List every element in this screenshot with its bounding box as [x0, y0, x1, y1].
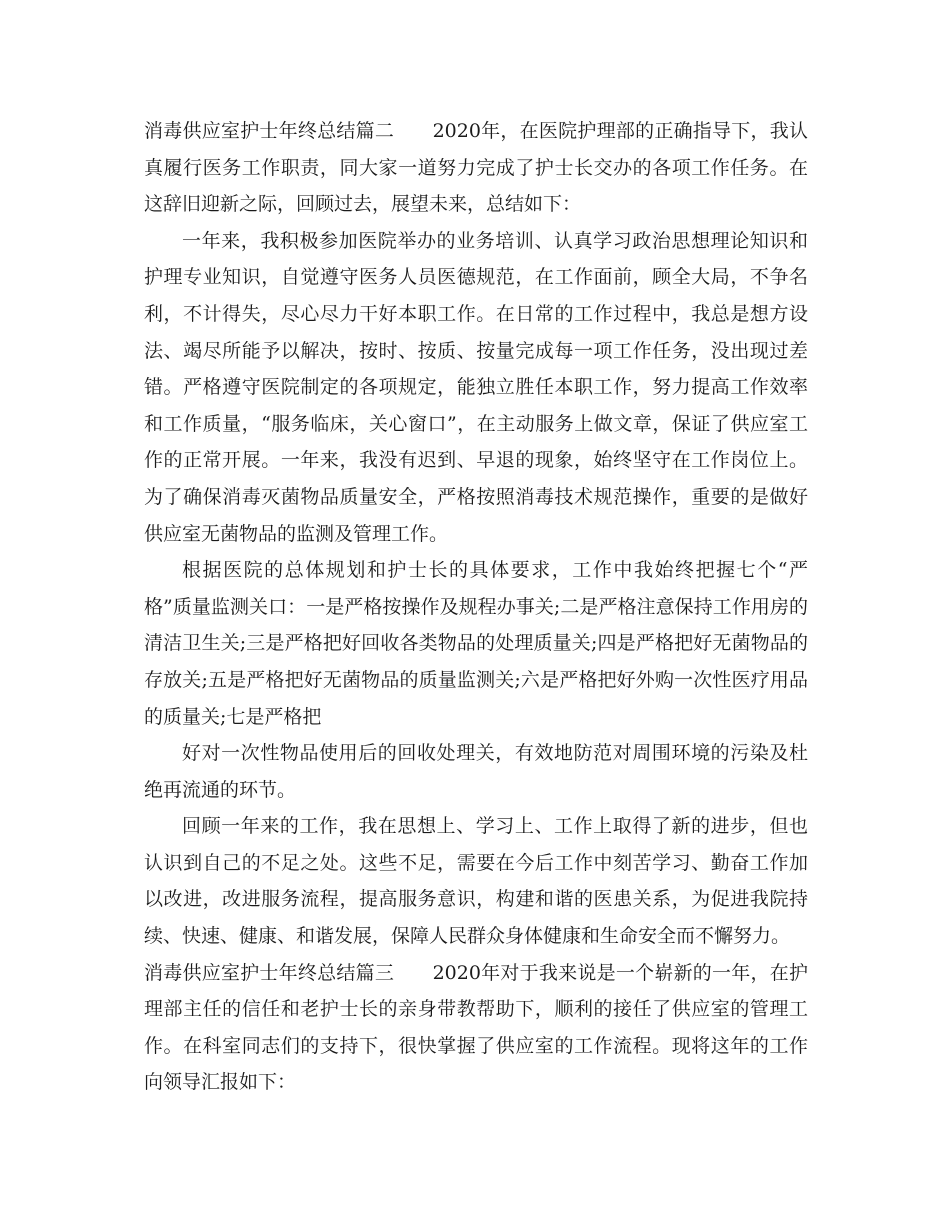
- paragraph-quality-checkpoints: 根据医院的总体规划和护士长的具体要求，工作中我始终把握七个“严格”质量监测关口：一是严格按操作及规程办事关;二是严格注意保持工作用房的清洁卫生关;三是严格把好回收各类物品的处理质量关;四是严格把好无菌物品的存放关;五是严格把好无菌物品的质量监测关;六是严格把好外购一次性医疗用品的质量关;七是严格把: [144, 559, 808, 728]
- paragraph-reflection: 回顾一年来的工作，我在思想上、学习上、工作上取得了新的进步，但也认识到自己的不足之处。这些不足，需要在今后工作中刻苦学习、勤奋工作加以改进，改进服务流程，提高服务意识，构建和谐的医患关系，为促进我院持续、快速、健康、和谐发展，保障人民群众身体健康和生命安全而不懈努力。: [144, 815, 808, 948]
- paragraph-section-two-heading: 消毒供应室护士年终总结篇二 2020年，在医院护理部的正确指导下，我认真履行医务工作职责，同大家一道努力完成了护士长交办的各项工作任务。在这辞旧迎新之际，回顾过去，展望未来，总结如下：: [144, 120, 808, 216]
- paragraph-year-review: 一年来，我积极参加医院举办的业务培训、认真学习政治思想理论知识和护理专业知识，自觉遵守医务人员医德规范，在工作面前，顾全大局，不争名利，不计得失，尽心尽力干好本职工作。在日常的工作过程中，我总是想方设法、竭尽所能予以解决，按时、按质、按量完成每一项工作任务，没出现过差错。严格遵守医院制定的各项规定，能独立胜任本职工作，努力提高工作效率和工作质量，“服务临床，关心窗口”，在主动服务上做文章，保证了供应室工作的正常开展。一年来，我没有迟到、早退的现象，始终坚守在工作岗位上。为了确保消毒灭菌物品质量安全，严格按照消毒技术规范操作，重要的是做好供应室无菌物品的监测及管理工作。: [144, 229, 808, 545]
- document-page: [144, 113, 808, 1101]
- paragraph-disposable-items: 好对一次性物品使用后的回收处理关，有效地防范对周围环境的污染及杜绝再流通的环节。: [144, 742, 808, 801]
- paragraph-section-three-heading: 消毒供应室护士年终总结篇三 2020年对于我来说是一个崭新的一年，在护理部主任的信任和老护士长的亲身带教帮助下，顺利的接任了供应室的管理工作。在科室同志们的支持下，很快掌握了供应室的工作流程。现将这年的工作向领导汇报如下：: [144, 961, 808, 1094]
